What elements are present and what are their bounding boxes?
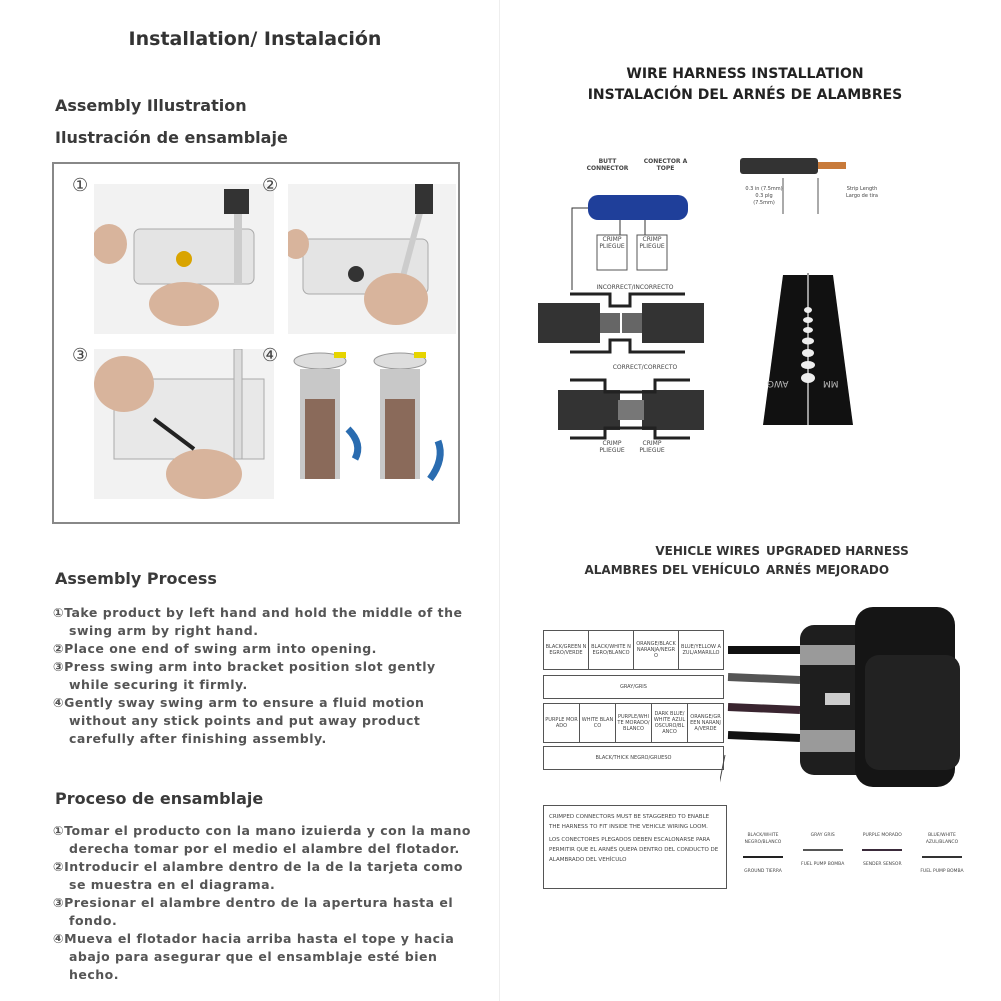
wire-stripper-tool	[758, 265, 858, 425]
wire-harness-title-en: WIRE HARNESS INSTALLATION	[626, 66, 864, 82]
note-es: LOS CONECTORES PLEGADOS DEBEN ESCALONARSE PARA PERMITIR QUE EL ARNÉS QUEPA DENTRO DEL CONDUCTO DE ALAMBRADO DEL VEHÍCULO	[549, 837, 719, 863]
wire-top-label: PURPLE MORADO	[862, 833, 902, 838]
correct-label: CORRECT/CORRECTO	[612, 364, 678, 371]
process-step: ③Press swing arm into bracket position slot gently while securing it firmly.	[53, 659, 436, 692]
strip-length: Strip Length Largo de tira	[846, 186, 878, 199]
process-step: ④Mueva el flotador hacia arriba hasta el tope y hacia abajo para asegurar que el ensamblaje esté bien hecho.	[53, 931, 455, 982]
wire-legend-item	[795, 832, 851, 892]
wire-table-row-1	[543, 630, 724, 670]
wire-bottom-label: FUEL PUMP BOMBA	[920, 869, 964, 874]
wire-table-row-3	[543, 703, 724, 743]
wire-sample	[862, 849, 902, 851]
butt-connector-label: BUTT CONNECTOR	[586, 158, 629, 172]
wire-bottom-label: GROUND TIERRA	[744, 869, 782, 874]
wire-legend-item	[735, 832, 791, 892]
crimp-label: CRIMP PLIEGUE	[599, 440, 625, 454]
process-step: ③Presionar el alambre dentro de la apertura hasta el fondo.	[53, 895, 454, 928]
illustration-heading-es: Ilustración de ensamblaje	[55, 128, 288, 147]
wire-legend-item	[854, 832, 910, 892]
awg-label: AWG	[767, 378, 789, 388]
wire-legend-item	[914, 832, 970, 892]
wire-table-row-4	[543, 746, 724, 770]
process-list-es	[53, 822, 473, 984]
step-number: ①	[72, 175, 89, 196]
wire-cell: BLUE/YELLOW AZUL/AMARILLO	[681, 644, 721, 656]
step-number: ②	[262, 175, 279, 196]
step-1-photo	[94, 184, 274, 334]
wire-cell: PURPLE/WHITE MORADO/BLANCO	[616, 704, 652, 742]
step-3-photo	[94, 349, 274, 499]
butt-connector-diagram	[530, 190, 760, 470]
wire-cell: WHITE BLANCO	[580, 704, 616, 742]
crimp-label: CRIMP PLIEGUE	[639, 236, 665, 250]
stagger-note	[543, 805, 727, 889]
process-step: ①Tomar el producto con la mano izuierda y con la mano derecha tomar por el medio el alambre del flotador.	[53, 823, 472, 856]
vehicle-wires-es: ALAMBRES DEL VEHÍCULO	[584, 563, 760, 577]
wire-harness-title-es: INSTALACIÓN DEL ARNÉS DE ALAMBRES	[587, 87, 903, 103]
vehicle-wires-en: VEHICLE WIRES	[655, 544, 760, 558]
incorrect-label: INCORRECT/INCORRECTO	[596, 284, 674, 291]
note-en: CRIMPED CONNECTORS MUST BE STAGGERED TO ENABLE THE HARNESS TO FIT INSIDE THE VEHICLE WIRING LOOM.	[549, 814, 710, 830]
step-4-photo	[288, 349, 456, 499]
mm-label: MM	[823, 378, 839, 388]
process-heading-en: Assembly Process	[55, 569, 217, 588]
process-step: ②Introducir el alambre dentro de la de la tarjeta como se muestra en el diagrama.	[53, 859, 463, 892]
step-number: ④	[262, 345, 279, 366]
wire-bottom-label: SENDER SENSOR	[863, 862, 902, 867]
wire-cell: BLACK/WHITE NEGRO/BLANCO	[589, 631, 634, 669]
wire-cell: PURPLE MORADO	[544, 704, 580, 742]
wire-cell: GRAY/GRIS	[620, 684, 647, 690]
wire-cell: DARK BLUE/WHITE AZUL OSCURO/BLANCO	[652, 704, 688, 742]
process-step: ④Gently sway swing arm to ensure a fluid motion without any stick points and put away product carefully after finishing assembly.	[53, 695, 425, 746]
wire-sample	[922, 856, 962, 858]
strip-measure: 0.3 in (7.5mm) 0.3 plg (7.5mm)	[745, 186, 783, 206]
wire-cell: BLACK/GREEN NEGRO/VERDE	[544, 631, 589, 669]
process-step: ②Place one end of swing arm into opening.	[53, 641, 377, 656]
page-divider	[499, 0, 500, 1001]
process-list-en	[53, 604, 473, 748]
crimp-label: CRIMP PLIEGUE	[639, 440, 665, 454]
wire-sample	[803, 849, 843, 851]
step-2-photo	[288, 184, 456, 334]
wire-cell: ORANGE/GREEN NARANJA/VERDE	[690, 714, 721, 732]
wire-cell: BLACK/THICK NEGRO/GRUESO	[595, 755, 672, 761]
page-title: Installation/ Instalación	[128, 28, 382, 50]
upgraded-harness-es: ARNÉS MEJORADO	[766, 563, 890, 577]
assembly-illustration	[52, 162, 460, 524]
crimp-label: CRIMP PLIEGUE	[599, 236, 625, 250]
step-number: ③	[72, 345, 89, 366]
upgraded-harness-en: UPGRADED HARNESS	[766, 544, 909, 558]
wire-table-row-2	[543, 675, 724, 699]
wire-top-label: GRAY GRIS	[810, 833, 835, 838]
wire-top-label: BLACK/WHITE NEGRO/BLANCO	[744, 833, 782, 845]
wire-legend	[735, 832, 970, 892]
wire-sample	[743, 856, 783, 858]
wire-bottom-label: FUEL PUMP BOMBA	[801, 862, 845, 867]
harness-connector-photo	[720, 605, 970, 805]
illustration-heading-en: Assembly Illustration	[55, 96, 247, 115]
process-heading-es: Proceso de ensamblaje	[55, 789, 264, 808]
wire-cell: ORANGE/BLACK NARANJA/NEGRO	[634, 631, 679, 669]
wire-top-label: BLUE/WHITE AZUL/BLANCO	[925, 833, 959, 845]
conector-tope-label: CONECTOR A TOPE	[643, 158, 688, 172]
process-step: ①Take product by left hand and hold the middle of the swing arm by right hand.	[53, 605, 463, 638]
